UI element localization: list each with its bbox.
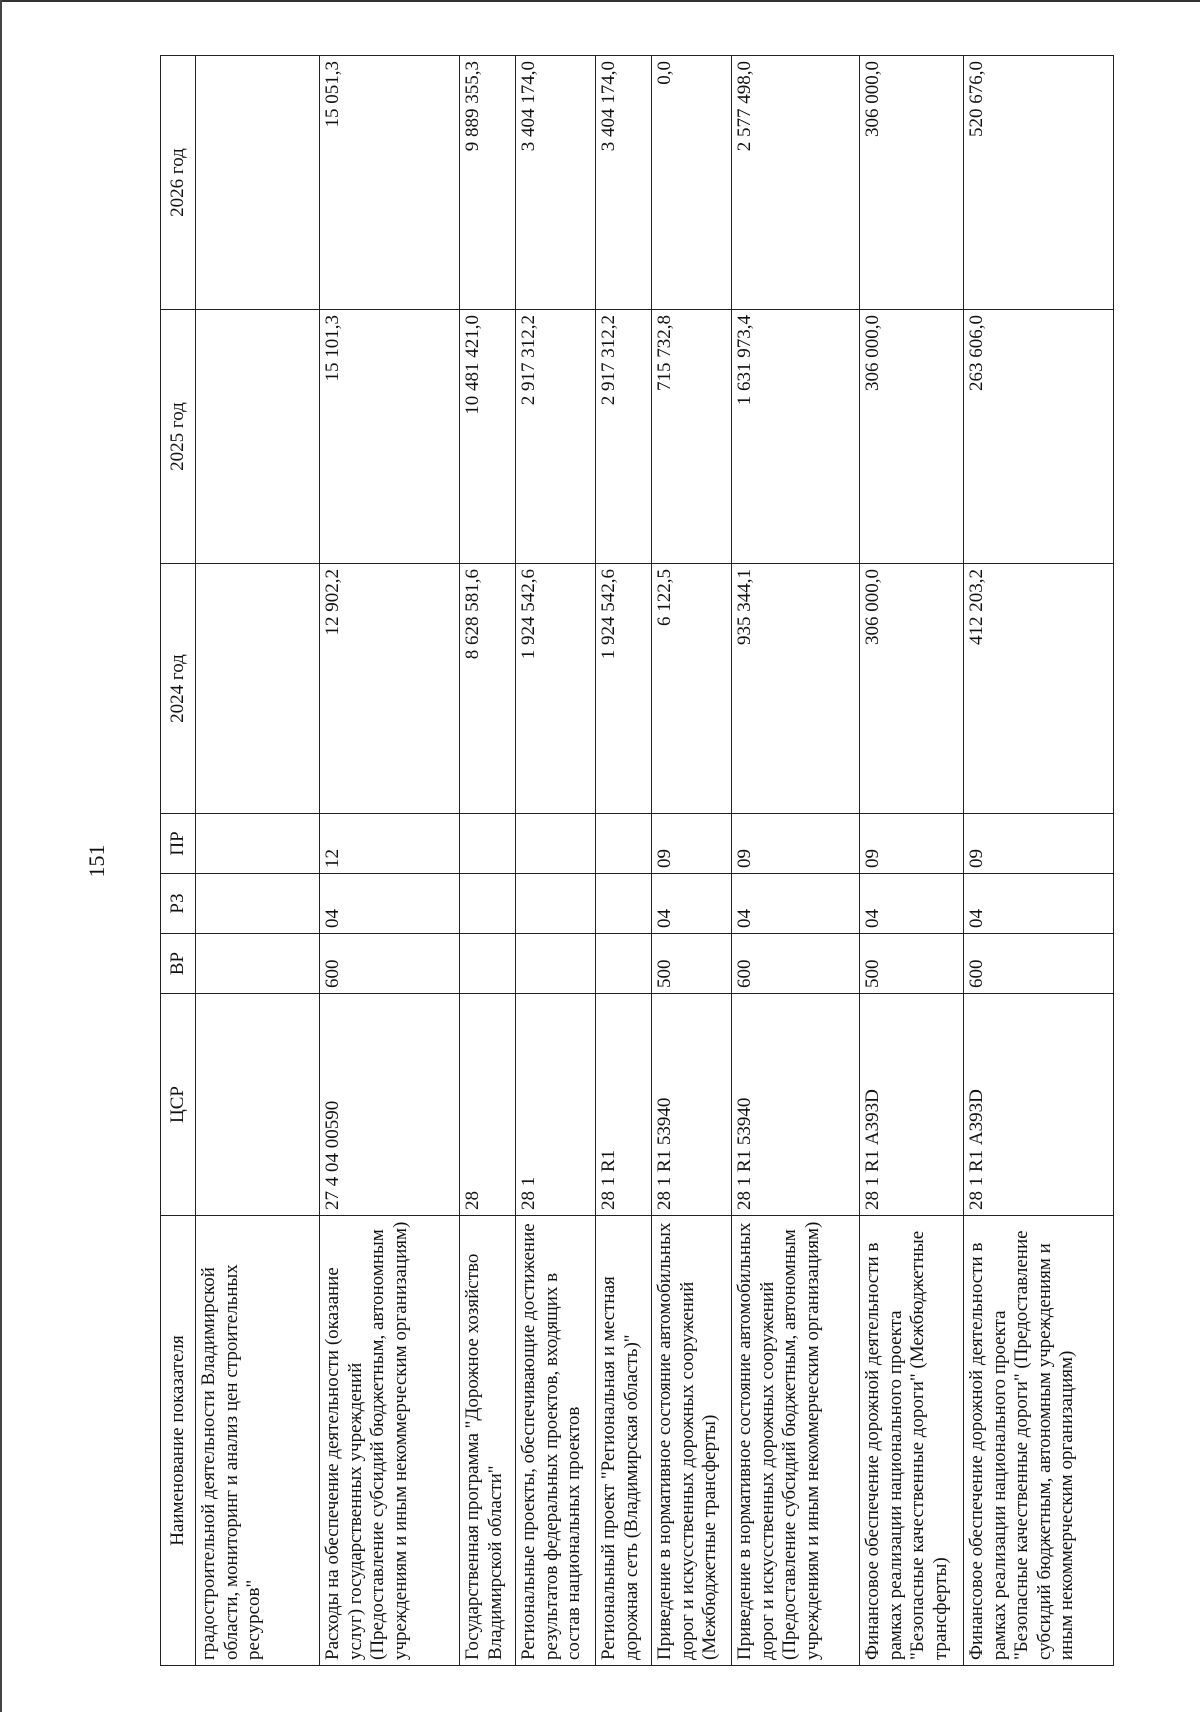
row-name: Финансовое обеспечение дорожной деятельности в рамках реализации национального проекта "Безопасные качественные дороги" (Предоставление субсидий бюджетным, автономным учреждениям и иным некоммерческим организациям) [964,1216,1114,1666]
row-pr [460,814,516,874]
row-csr [196,994,320,1216]
row-rz: 04 [860,874,964,934]
row-2025: 2 917 312,2 [596,310,652,564]
row-csr: 28 1 R1 53940 [732,994,860,1216]
row-name: Финансовое обеспечение дорожной деятельности в рамках реализации национального проекта "Безопасные качественные дороги" (Межбюджетные трансферты) [860,1216,964,1666]
row-rz [596,874,652,934]
row-2025: 10 481 421,0 [460,310,516,564]
row-2026: 9 889 355,3 [460,56,516,310]
row-2024: 6 122,5 [652,564,732,814]
row-2024: 12 902,2 [320,564,460,814]
row-name: Приведение в нормативное состояние автомобильных дорог и искусственных дорожных сооружений (Предоставление субсидий бюджетным, автономным учреждениям и иным некоммерческим организациям) [732,1216,860,1666]
row-pr [196,814,320,874]
header-name: Наименование показателя [161,1216,196,1666]
row-csr: 27 4 04 00590 [320,994,460,1216]
table-row [964,56,1114,1666]
table-row [320,56,460,1666]
header-2024: 2024 год [161,564,196,814]
page-number: 151 [84,844,109,878]
row-csr: 28 1 R1 А393D [964,994,1114,1216]
row-2025: 15 101,3 [320,310,460,564]
row-vr [516,934,596,994]
header-rz: РЗ [161,874,196,934]
scan-edge-top [0,0,1200,2]
row-2026: 306 000,0 [860,56,964,310]
row-2026: 3 404 174,0 [596,56,652,310]
row-name: Региональные проекты, обеспечивающие достижение результатов федеральных проектов, входящих в состав национальных проектов [516,1216,596,1666]
row-csr: 28 1 [516,994,596,1216]
table-row [860,56,964,1666]
row-name: Государственная программа "Дорожное хозяйство Владимирской области" [460,1216,516,1666]
budget-table [160,55,1114,1666]
row-vr: 600 [964,934,1114,994]
row-rz: 04 [964,874,1114,934]
row-2024 [196,564,320,814]
row-vr [196,934,320,994]
row-2026: 0,0 [652,56,732,310]
row-pr: 09 [860,814,964,874]
row-vr [460,934,516,994]
row-rz: 04 [320,874,460,934]
header-csr: ЦСР [161,994,196,1216]
row-name: Расходы на обеспечение деятельности (оказание услуг) государственных учреждений (Предоставление субсидий бюджетным, автономным учреждениям и иным некоммерческим организациям) [320,1216,460,1666]
table-row [596,56,652,1666]
header-pr: ПР [161,814,196,874]
row-2025: 306 000,0 [860,310,964,564]
row-csr: 28 1 R1 [596,994,652,1216]
header-2026: 2026 год [161,56,196,310]
row-2026: 520 676,0 [964,56,1114,310]
row-rz [460,874,516,934]
row-2026: 3 404 174,0 [516,56,596,310]
row-rz: 04 [732,874,860,934]
row-2024: 935 344,1 [732,564,860,814]
table-row [652,56,732,1666]
row-2026: 15 051,3 [320,56,460,310]
row-2024: 1 924 542,6 [596,564,652,814]
table-row [516,56,596,1666]
row-2024: 306 000,0 [860,564,964,814]
row-vr: 500 [860,934,964,994]
row-rz [516,874,596,934]
row-2025: 2 917 312,2 [516,310,596,564]
row-name: Региональный проект "Региональная и местная дорожная сеть (Владимирская область)" [596,1216,652,1666]
row-pr: 09 [964,814,1114,874]
rotated-page [60,56,1140,1666]
row-2026: 2 577 498,0 [732,56,860,310]
row-pr [596,814,652,874]
row-rz [196,874,320,934]
header-2025: 2025 год [161,310,196,564]
scan-edge-left [0,0,2,1712]
row-2025: 1 631 973,4 [732,310,860,564]
table-row [460,56,516,1666]
row-2024: 412 203,2 [964,564,1114,814]
table-header-row [161,56,196,1666]
table-row [732,56,860,1666]
row-csr: 28 [460,994,516,1216]
row-2024: 8 628 581,6 [460,564,516,814]
row-csr: 28 1 R1 А393D [860,994,964,1216]
row-vr: 500 [652,934,732,994]
row-vr: 600 [320,934,460,994]
header-vr: ВР [161,934,196,994]
row-2026 [196,56,320,310]
row-vr [596,934,652,994]
table-row [196,56,320,1666]
row-pr: 12 [320,814,460,874]
row-pr: 09 [732,814,860,874]
row-name: градостроительной деятельности Владимирской области, мониторинг и анализ цен строительных ресурсов" [196,1216,320,1666]
row-csr: 28 1 R1 53940 [652,994,732,1216]
row-pr [516,814,596,874]
row-pr: 09 [652,814,732,874]
row-name: Приведение в нормативное состояние автомобильных дорог и искусственных дорожных сооружений (Межбюджетные трансферты) [652,1216,732,1666]
row-rz: 04 [652,874,732,934]
row-2024: 1 924 542,6 [516,564,596,814]
row-vr: 600 [732,934,860,994]
row-2025: 715 732,8 [652,310,732,564]
row-2025 [196,310,320,564]
row-2025: 263 606,0 [964,310,1114,564]
